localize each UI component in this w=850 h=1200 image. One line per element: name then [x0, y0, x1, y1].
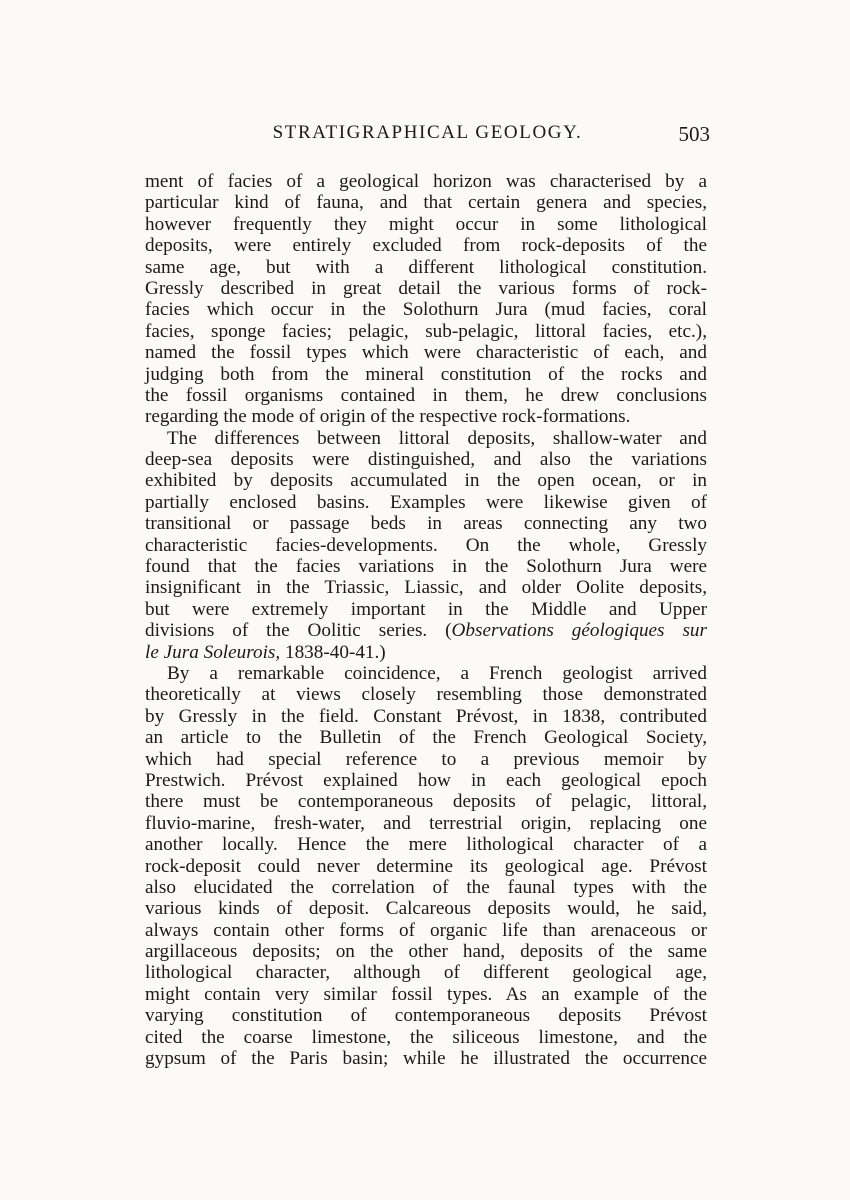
text-line: but were extremely important in the Middle and Upper	[145, 598, 707, 620]
text-line: cited the coarse limestone, the siliceous limestone, and the	[145, 1026, 707, 1048]
page-number: 503	[678, 122, 710, 146]
paragraph-2	[145, 428, 707, 663]
text-line: theoretically at views closely resembling those demonstrated	[145, 684, 707, 706]
text-line: partially enclosed basins. Examples were likewise given of	[145, 491, 707, 513]
text-line: varying constitution of contemporaneous deposits Prévost	[145, 1005, 707, 1027]
text-line: another locally. Hence the mere lithological character of a	[145, 834, 707, 856]
running-title: STRATIGRAPHICAL GEOLOGY.	[272, 122, 583, 143]
text-line: there must be contemporaneous deposits of pelagic, littoral,	[145, 791, 707, 813]
citation-title: le Jura Soleurois,	[145, 641, 281, 663]
text-line: always contain other forms of organic life than arenaceous or	[145, 919, 707, 941]
text-line: fluvio-marine, fresh-water, and terrestrial origin, replacing one	[145, 812, 707, 834]
paragraph-1	[145, 171, 707, 428]
body-text	[145, 171, 707, 1069]
text-line: particular kind of fauna, and that certain genera and species,	[145, 192, 707, 214]
text-line: facies which occur in the Solothurn Jura (mud facies, coral	[145, 299, 707, 321]
text-line: Gressly described in great detail the various forms of rock-	[145, 277, 707, 299]
text-line: various kinds of deposit. Calcareous deposits would, he said,	[145, 898, 707, 920]
text-line: Prestwich. Prévost explained how in each geological epoch	[145, 769, 707, 791]
text-line: deep-sea deposits were distinguished, and also the variations	[145, 449, 707, 471]
text-line: also elucidated the correlation of the faunal types with the	[145, 876, 707, 898]
text-line: deposits, were entirely excluded from rock-deposits of the	[145, 235, 707, 257]
text-line: rock-deposit could never determine its geological age. Prévost	[145, 855, 707, 877]
text-line: By a remarkable coincidence, a French geologist arrived	[167, 662, 707, 684]
text-line: exhibited by deposits accumulated in the open ocean, or in	[145, 470, 707, 492]
text-line: transitional or passage beds in areas connecting any two	[145, 513, 707, 535]
text-line: might contain very similar fossil types. As an example of the	[145, 983, 707, 1005]
text-line: found that the facies variations in the Solothurn Jura were	[145, 556, 707, 578]
text-line: the fossil organisms contained in them, he drew conclusions	[145, 384, 707, 406]
text-line: lithological character, although of different geological age,	[145, 962, 707, 984]
text-line: judging both from the mineral constitution of the rocks and	[145, 363, 707, 385]
text-line: gypsum of the Paris basin; while he illustrated the occurrence	[145, 1048, 707, 1070]
text-line: which had special reference to a previous memoir by	[145, 748, 707, 770]
citation-years: 1838-40-41.)	[280, 641, 386, 663]
paragraph-3	[145, 663, 707, 1069]
text-line: characteristic facies-developments. On the whole, Gressly	[145, 534, 707, 556]
text-line: argillaceous deposits; on the other hand, deposits of the same	[145, 941, 707, 963]
running-head	[145, 122, 710, 152]
text-line: The differences between littoral deposits, shallow-water and	[167, 427, 707, 449]
text-line: however frequently they might occur in some lithological	[145, 213, 707, 235]
text-line: regarding the mode of origin of the respective rock-formations.	[145, 406, 631, 428]
text-line: named the fossil types which were characteristic of each, and	[145, 342, 707, 364]
text-run: divisions of the Oolitic series. (	[145, 620, 452, 642]
text-line: same age, but with a different lithological constitution.	[145, 256, 707, 278]
text-line: by Gressly in the field. Constant Prévost, in 1838, contributed	[145, 705, 707, 727]
text-line-citation	[145, 642, 707, 663]
text-line: insignificant in the Triassic, Liassic, and older Oolite deposits,	[145, 577, 707, 599]
text-line: facies, sponge facies; pelagic, sub-pelagic, littoral facies, etc.),	[145, 320, 707, 342]
text-line: an article to the Bulletin of the French Geological Society,	[145, 727, 707, 749]
text-line-citation	[145, 620, 707, 641]
citation-title: Observations géologiques sur	[451, 620, 707, 642]
text-line: ment of facies of a geological horizon was characterised by a	[145, 171, 707, 192]
